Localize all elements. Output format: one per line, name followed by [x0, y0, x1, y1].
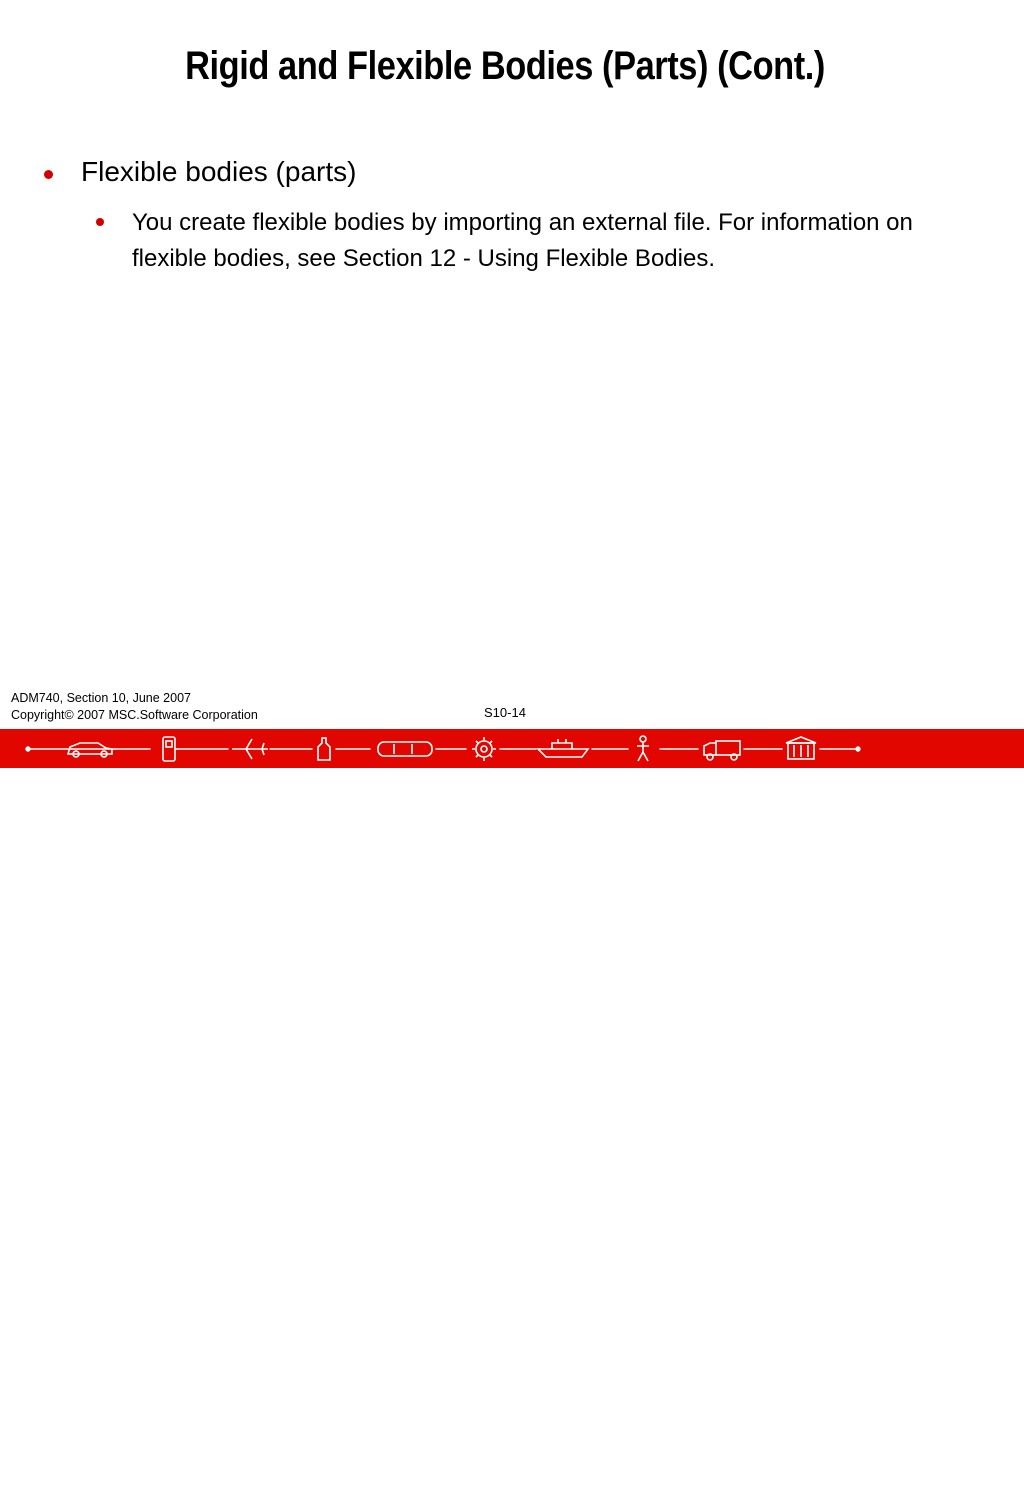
truck-icon [704, 741, 740, 760]
car-icon [68, 743, 112, 757]
train-icon [378, 742, 432, 756]
footer-info [11, 690, 258, 724]
logo-x-icon: ✕ [916, 1469, 934, 1491]
ship-icon [538, 739, 588, 757]
page-number: S10-14 [484, 705, 526, 720]
bullet-dot-icon [44, 170, 53, 179]
footer-band [0, 729, 1024, 1491]
bottle-icon [318, 738, 330, 760]
airplane-icon [232, 739, 268, 759]
slide-title: Rigid and Flexible Bodies (Parts) (Cont.) [185, 44, 825, 88]
gear-icon [472, 737, 496, 761]
building-icon [786, 737, 816, 759]
bullet-dot-icon [96, 218, 104, 226]
logo-software: Software [934, 1473, 1002, 1490]
sub-bullet-text: You create flexible bodies by importing an external file. For information on flexible bodies, see Section 12 - Using Flexible Bodies. [132, 209, 913, 272]
trademark-icon: ® [1001, 1472, 1008, 1482]
icon-strip [0, 729, 1024, 768]
person-icon [637, 736, 649, 761]
phone-icon [163, 737, 175, 761]
logo-msc: MSC [880, 1473, 916, 1490]
footer-course: ADM740, Section 10, June 2007 [11, 691, 191, 705]
bullet-text: Flexible bodies (parts) [81, 156, 357, 187]
msc-software-logo [880, 1467, 1008, 1492]
footer-copyright: Copyright© 2007 MSC.Software Corporation [11, 708, 258, 722]
